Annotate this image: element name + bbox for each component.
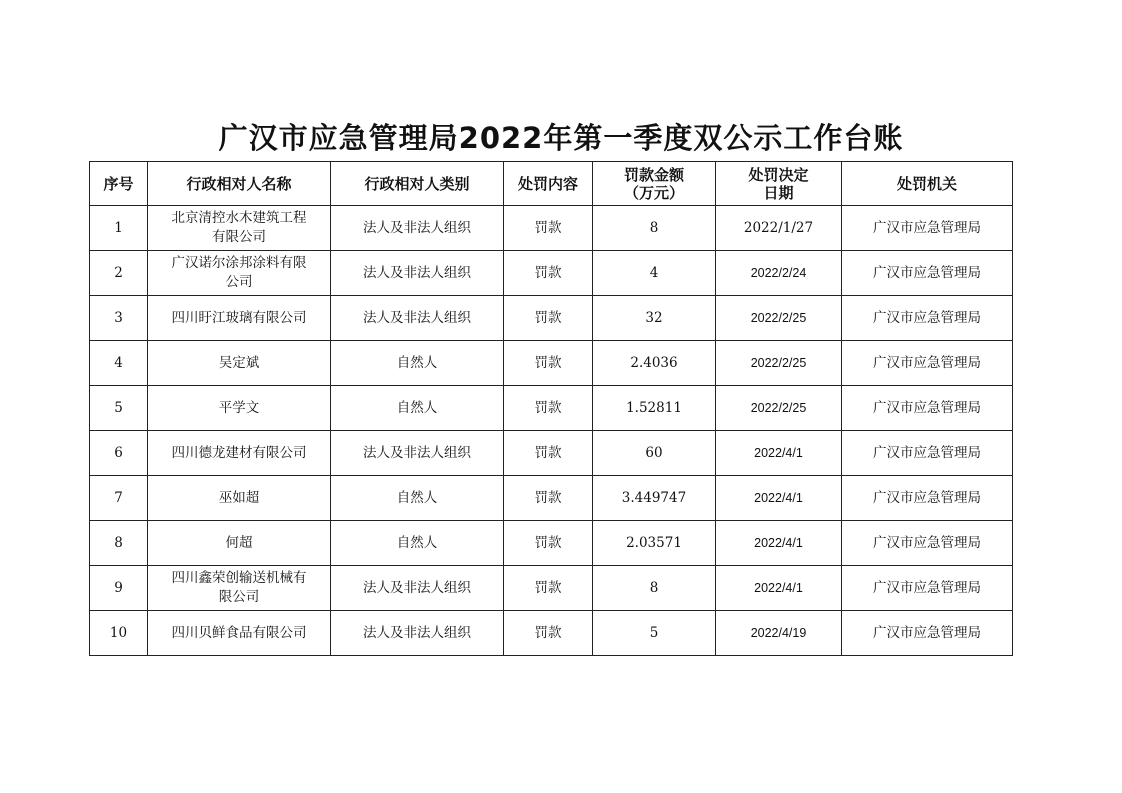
header-amount: 罚款金额 （万元） — [593, 162, 716, 206]
table-body — [90, 206, 1013, 656]
party-category: 自然人 — [331, 341, 504, 386]
decision-date: 2022/4/19 — [716, 611, 842, 656]
fine-amount: 4 — [593, 251, 716, 296]
penalty-content: 罚款 — [504, 431, 593, 476]
document-title: 广汉市应急管理局2022年第一季度双公示工作台账 — [218, 121, 904, 155]
decision-date: 2022/4/1 — [716, 521, 842, 566]
decision-date: 2022/2/25 — [716, 341, 842, 386]
party-category: 自然人 — [331, 521, 504, 566]
fine-amount: 2.03571 — [593, 521, 716, 566]
row-number: 4 — [90, 341, 148, 386]
fine-amount: 8 — [593, 566, 716, 611]
penalty-authority: 广汉市应急管理局 — [842, 431, 1013, 476]
header-date: 处罚决定 日期 — [716, 162, 842, 206]
penalty-content: 罚款 — [504, 611, 593, 656]
header-name: 行政相对人名称 — [148, 162, 331, 206]
penalty-content: 罚款 — [504, 566, 593, 611]
party-name: 四川鑫荣创输送机械有 限公司 — [148, 566, 331, 611]
penalty-content: 罚款 — [504, 251, 593, 296]
row-number: 10 — [90, 611, 148, 656]
penalty-authority: 广汉市应急管理局 — [842, 611, 1013, 656]
decision-date: 2022/4/1 — [716, 566, 842, 611]
penalty-content: 罚款 — [504, 341, 593, 386]
penalty-content: 罚款 — [504, 296, 593, 341]
row-number: 7 — [90, 476, 148, 521]
party-name: 四川德龙建材有限公司 — [148, 431, 331, 476]
row-number: 8 — [90, 521, 148, 566]
row-number: 5 — [90, 386, 148, 431]
fine-amount: 3.449747 — [593, 476, 716, 521]
row-number: 1 — [90, 206, 148, 251]
penalty-authority: 广汉市应急管理局 — [842, 386, 1013, 431]
table-row — [90, 386, 1013, 431]
table-row — [90, 206, 1013, 251]
decision-date: 2022/2/25 — [716, 386, 842, 431]
party-name: 何超 — [148, 521, 331, 566]
party-category: 法人及非法人组织 — [331, 611, 504, 656]
decision-date: 2022/4/1 — [716, 431, 842, 476]
header-category: 行政相对人类别 — [331, 162, 504, 206]
party-name: 巫如超 — [148, 476, 331, 521]
penalty-authority: 广汉市应急管理局 — [842, 341, 1013, 386]
party-category: 法人及非法人组织 — [331, 251, 504, 296]
penalty-content: 罚款 — [504, 521, 593, 566]
party-name: 北京清控水木建筑工程 有限公司 — [148, 206, 331, 251]
decision-date: 2022/2/25 — [716, 296, 842, 341]
party-name: 四川贝鲜食品有限公司 — [148, 611, 331, 656]
party-name: 吴定斌 — [148, 341, 331, 386]
row-number: 9 — [90, 566, 148, 611]
fine-amount: 32 — [593, 296, 716, 341]
row-number: 2 — [90, 251, 148, 296]
penalty-content: 罚款 — [504, 206, 593, 251]
table-row — [90, 296, 1013, 341]
fine-amount: 60 — [593, 431, 716, 476]
table-header-row — [90, 162, 1013, 206]
penalty-authority: 广汉市应急管理局 — [842, 476, 1013, 521]
table-row — [90, 431, 1013, 476]
table-row — [90, 566, 1013, 611]
party-category: 法人及非法人组织 — [331, 296, 504, 341]
decision-date: 2022/1/27 — [716, 206, 842, 251]
decision-date: 2022/2/24 — [716, 251, 842, 296]
penalty-ledger-table — [89, 161, 1013, 656]
party-category: 法人及非法人组织 — [331, 431, 504, 476]
header-content: 处罚内容 — [504, 162, 593, 206]
fine-amount: 2.4036 — [593, 341, 716, 386]
party-name: 广汉诺尔涂邦涂料有限 公司 — [148, 251, 331, 296]
row-number: 3 — [90, 296, 148, 341]
table-row — [90, 521, 1013, 566]
party-name: 平学文 — [148, 386, 331, 431]
table-row — [90, 611, 1013, 656]
fine-amount: 5 — [593, 611, 716, 656]
party-category: 法人及非法人组织 — [331, 206, 504, 251]
fine-amount: 8 — [593, 206, 716, 251]
penalty-content: 罚款 — [504, 386, 593, 431]
party-name: 四川盱江玻璃有限公司 — [148, 296, 331, 341]
penalty-authority: 广汉市应急管理局 — [842, 206, 1013, 251]
penalty-authority: 广汉市应急管理局 — [842, 521, 1013, 566]
row-number: 6 — [90, 431, 148, 476]
header-authority: 处罚机关 — [842, 162, 1013, 206]
table-row — [90, 251, 1013, 296]
header-no: 序号 — [90, 162, 148, 206]
fine-amount: 1.52811 — [593, 386, 716, 431]
party-category: 自然人 — [331, 386, 504, 431]
penalty-authority: 广汉市应急管理局 — [842, 296, 1013, 341]
penalty-content: 罚款 — [504, 476, 593, 521]
party-category: 自然人 — [331, 476, 504, 521]
table-row — [90, 476, 1013, 521]
penalty-authority: 广汉市应急管理局 — [842, 566, 1013, 611]
penalty-authority: 广汉市应急管理局 — [842, 251, 1013, 296]
decision-date: 2022/4/1 — [716, 476, 842, 521]
party-category: 法人及非法人组织 — [331, 566, 504, 611]
table-row — [90, 341, 1013, 386]
